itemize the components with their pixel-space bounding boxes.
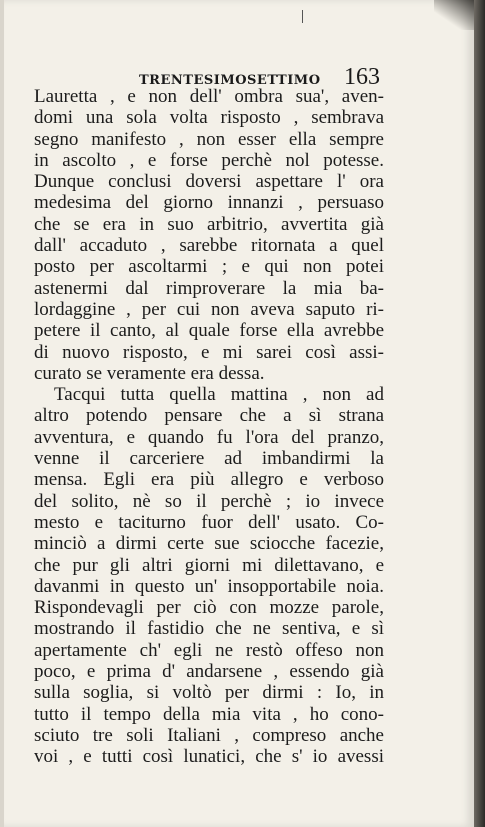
text-line: astenermi dal rimproverare la mia ba- — [34, 277, 384, 299]
page-number: 163 — [344, 64, 380, 90]
running-head: TRENTESIMOSETTIMO — [139, 73, 321, 88]
text-line: Lauretta , e non dell' ombra sua', aven- — [34, 86, 384, 107]
text-line: domi una sola volta risposto , sembrava — [34, 107, 384, 129]
text-line: tutto il tempo della mia vita , ho cono- — [34, 703, 384, 725]
text-line: altro potendo pensare che a sì strana — [34, 405, 384, 427]
text-line: del solito, nè so il perchè ; io invece — [34, 490, 384, 512]
text-line: venne il carceriere ad imbandirmi la — [34, 448, 384, 470]
page-corner-shadow — [434, 0, 478, 30]
text-line: Tacqui tutta quella mattina , non ad — [54, 384, 384, 406]
text-line: mensa. Egli era più allegro e verboso — [34, 469, 384, 491]
text-line: poco, e prima d' andarsene , essendo già — [34, 661, 384, 683]
text-line: avventura, e quando fu l'ora del pranzo, — [34, 426, 384, 448]
text-line: che pur gli altri giorni mi dilettavano, e — [34, 554, 384, 576]
text-line: davanmi in questo un' insopportabile noia. — [34, 575, 384, 597]
text-line: apertamente ch' egli ne restò offeso non — [34, 639, 384, 661]
text-line: sciuto tre soli Italiani , compreso anche — [34, 724, 384, 746]
text-line: minciò a dirmi certe sue sciocche facezie, — [34, 533, 384, 555]
text-line: mostrando il fastidio che ne sentiva, e sì — [34, 618, 384, 640]
text-line: Dunque conclusi doversi aspettare l' ora — [34, 171, 384, 193]
book-binding-edge — [474, 0, 485, 827]
text-line: voi , e tutti così lunatici, che s' io avessi — [34, 746, 384, 768]
text-line: petere il canto, al quale forse ella avrebbe — [34, 320, 384, 342]
text-line: dall' accaduto , sarebbe ritornata a quel — [34, 235, 384, 257]
book-page — [4, 0, 474, 827]
text-line: Rispondevagli per ciò con mozze parole, — [34, 597, 384, 619]
text-line: lordaggine , per cui non aveva saputo ri- — [34, 298, 384, 320]
print-mark — [302, 10, 303, 23]
text-line: in ascolto , e forse perchè nol potesse. — [34, 149, 384, 171]
text-line: sulla soglia, si voltò per dirmi : Io, in — [34, 682, 384, 704]
text-line: medesima del giorno innanzi , persuaso — [34, 192, 384, 214]
body-text — [34, 86, 384, 768]
text-line: curato se veramente era dessa. — [34, 362, 265, 384]
text-line: che se era in suo arbitrio, avvertita già — [34, 213, 384, 235]
text-line: di nuovo risposto, e mi sarei così assi- — [34, 341, 384, 363]
text-line: segno manifesto , non esser ella sempre — [34, 128, 384, 150]
text-line: posto per ascoltarmi ; e qui non potei — [34, 256, 384, 278]
text-line: mesto e taciturno fuor dell' usato. Co- — [34, 511, 384, 533]
